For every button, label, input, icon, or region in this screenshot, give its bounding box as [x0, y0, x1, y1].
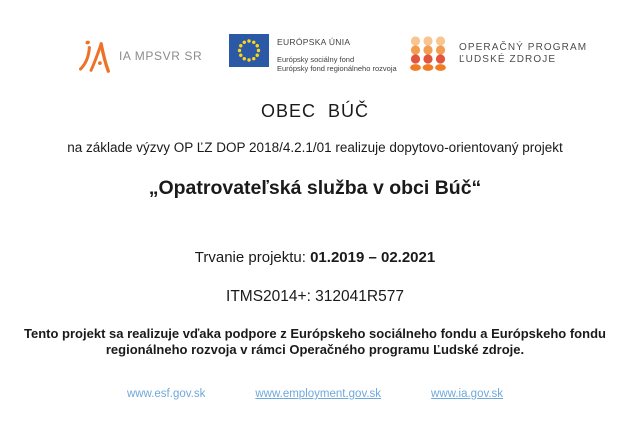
- eu-fund-line-2: Európsky fond regionálneho rozvoja: [277, 64, 397, 73]
- eu-title: EURÓPSKA ÚNIA: [277, 37, 351, 47]
- support-statement-line-2: regionálneho rozvoja v rámci Operačného programu Ľudské zdroje.: [105, 341, 525, 357]
- project-duration: [0, 249, 630, 266]
- op-program-line-2: ĽUDSKÉ ZDROJE: [459, 54, 557, 65]
- op-ludske-zdroje-logo: [408, 36, 587, 72]
- support-statement-line-1: Tento projekt sa realizuje vďaka podpore z Európskeho sociálneho fondu a Európskeho fondu: [24, 326, 606, 341]
- link-employment-gov-sk[interactable]: www.employment.gov.sk: [255, 388, 382, 400]
- link-ia-gov-sk[interactable]: www.ia.gov.sk: [431, 388, 504, 400]
- ia-mpsvr-logo: [78, 36, 202, 76]
- project-title: „Opatrovateľská služba v obci Búč“: [148, 177, 482, 199]
- link-esf-gov-sk[interactable]: www.esf.gov.sk: [126, 388, 206, 400]
- support-statement: [0, 326, 630, 357]
- eu-logo: [229, 34, 397, 73]
- ia-mpsvr-logo-icon: [78, 36, 110, 76]
- duration-label: Trvanie projektu:: [194, 249, 311, 266]
- duration-value: 01.2019 – 02.2021: [310, 249, 436, 266]
- eu-flag-icon: [229, 34, 269, 67]
- ia-mpsvr-label: IA MPSVR SR: [119, 49, 203, 63]
- footer-links: [0, 388, 630, 400]
- op-dots-icon: [408, 36, 448, 72]
- organization-name: OBEC BÚČ: [260, 101, 370, 121]
- itms-code: ITMS2014+: 312041R577: [226, 288, 404, 305]
- eu-fund-line-1: Európsky sociálny fond: [277, 55, 355, 64]
- op-program-line-1: OPERAČNÝ PROGRAM: [459, 42, 588, 53]
- call-reference-text: na základe výzvy OP ĽZ DOP 2018/4.2.1/01 realizuje dopytovo-orientovaný projekt: [67, 140, 563, 155]
